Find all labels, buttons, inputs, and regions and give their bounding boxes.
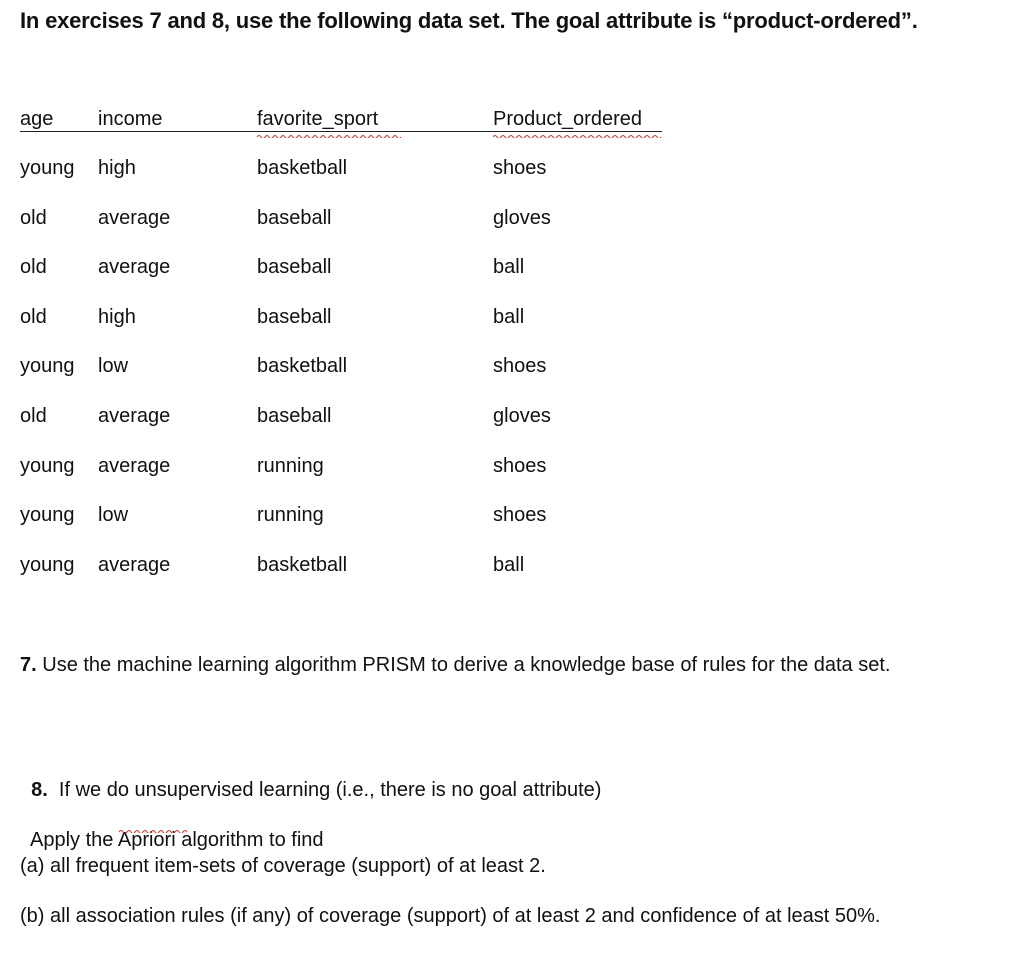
cell-favorite-sport: baseball — [257, 207, 332, 229]
exercise-heading: In exercises 7 and 8, use the following data set. The goal attribute is “product-ordered”. — [20, 8, 918, 33]
cell-age: young — [20, 355, 75, 377]
header-age: age — [20, 108, 54, 130]
cell-income: average — [98, 256, 171, 278]
table-row — [20, 455, 1000, 483]
table-row — [20, 207, 1000, 235]
question-8-text: If we do unsupervised learning (i.e., there is no goal attribute) — [47, 779, 602, 801]
table-row — [20, 157, 1000, 185]
cell-favorite-sport: running — [257, 504, 324, 526]
question-7 — [20, 654, 890, 677]
table-row — [20, 256, 1000, 284]
cell-income: average — [98, 455, 171, 477]
question-7-number: 7. — [20, 654, 37, 676]
cell-age: young — [20, 157, 75, 179]
cell-product-ordered: ball — [493, 554, 525, 576]
cell-product-ordered: gloves — [493, 207, 551, 229]
table-row — [20, 405, 1000, 433]
cell-favorite-sport: baseball — [257, 405, 332, 427]
cell-age: old — [20, 256, 47, 278]
cell-product-ordered: ball — [493, 256, 525, 278]
spellcheck-squiggle — [257, 134, 403, 138]
cell-favorite-sport: basketball — [257, 157, 348, 179]
apply-prefix: Apply the — [30, 829, 118, 851]
cell-income: high — [98, 157, 136, 179]
spellcheck-squiggle — [119, 829, 189, 833]
cell-favorite-sport: basketball — [257, 355, 348, 377]
cell-favorite-sport: running — [257, 455, 324, 477]
part-b: (b) all association rules (if any) of coverage (support) of at least 2 and confidence of at least 50%. — [20, 905, 881, 927]
cell-income: average — [98, 405, 171, 427]
header-income: income — [98, 108, 163, 130]
header-favorite-sport: favorite_sport — [257, 108, 379, 130]
cell-favorite-sport: basketball — [257, 554, 348, 576]
question-7-text: Use the machine learning algorithm PRISM to derive a knowledge base of rules for the data set. — [36, 654, 891, 676]
apply-suffix: algorithm to find — [175, 829, 324, 851]
cell-product-ordered: shoes — [493, 157, 547, 179]
table-row — [20, 306, 1000, 334]
cell-income: average — [98, 554, 171, 576]
apriori-word: Apriori — [117, 829, 176, 851]
cell-income: high — [98, 306, 136, 328]
header-product-ordered: Product_ordered — [493, 108, 642, 130]
cell-product-ordered: shoes — [493, 355, 547, 377]
cell-age: young — [20, 455, 75, 477]
question-8 — [20, 756, 601, 802]
table-row — [20, 554, 1000, 582]
cell-age: old — [20, 207, 47, 229]
header-underline — [20, 131, 662, 132]
table-row — [20, 355, 1000, 383]
cell-income: low — [98, 504, 129, 526]
cell-favorite-sport: baseball — [257, 306, 332, 328]
spellcheck-squiggle — [493, 134, 663, 138]
cell-product-ordered: ball — [493, 306, 525, 328]
cell-age: old — [20, 405, 47, 427]
cell-product-ordered: shoes — [493, 455, 547, 477]
cell-income: average — [98, 207, 171, 229]
cell-age: old — [20, 306, 47, 328]
table-row — [20, 504, 1000, 532]
cell-age: young — [20, 504, 75, 526]
question-8-number: 8. — [31, 779, 48, 801]
cell-product-ordered: shoes — [493, 504, 547, 526]
cell-favorite-sport: baseball — [257, 256, 332, 278]
cell-age: young — [20, 554, 75, 576]
part-a: (a) all frequent item-sets of coverage (support) of at least 2. — [20, 855, 546, 877]
cell-income: low — [98, 355, 129, 377]
cell-product-ordered: gloves — [493, 405, 551, 427]
